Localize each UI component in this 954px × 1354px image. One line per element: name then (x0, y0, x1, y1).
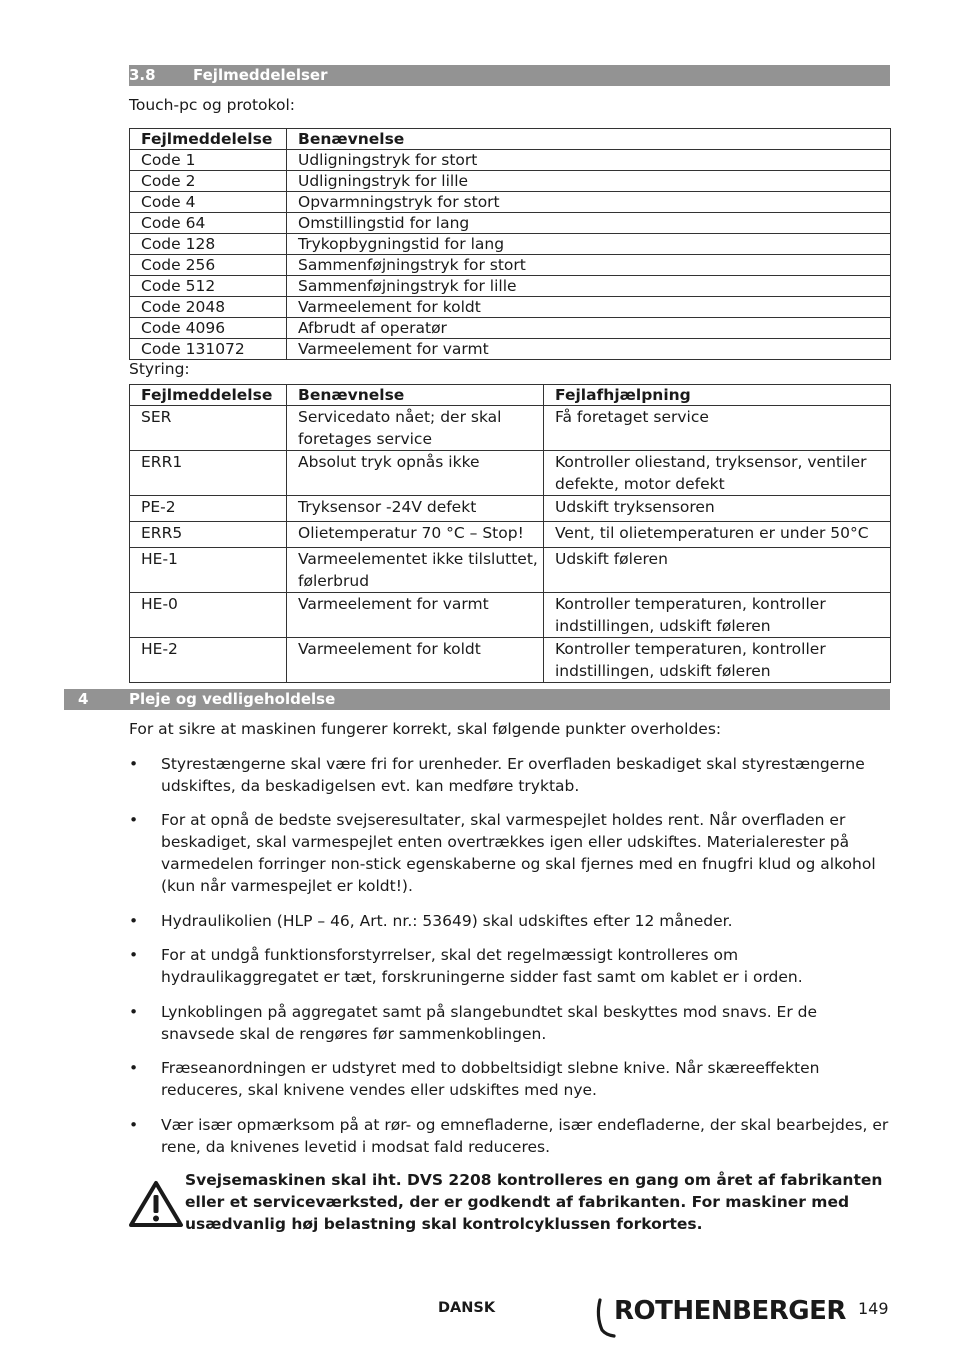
list-item-text: For at undgå funktionsforstyrrelser, skal det regelmæssigt kontrolleres om hydraulikaggregatet er tæt, forskruningerne sidder fast samt om kablet er i orden. (161, 946, 803, 986)
error-remedy: Kontroller oliestand, tryksensor, ventiler defekte, motor defekt (544, 451, 891, 496)
error-description: Sammenføjningstryk for lille (287, 276, 891, 297)
page-number: 149 (858, 1299, 889, 1318)
care-intro: For at sikre at maskinen fungerer korrekt, skal følgende punkter overholdes: (129, 720, 722, 738)
error-code: HE-1 (130, 548, 287, 593)
error-description: Udligningstryk for lille (287, 171, 891, 192)
bullet-marker: • (129, 811, 139, 829)
error-description: Afbrudt af operatør (287, 318, 891, 339)
error-remedy: Udskift tryksensoren (544, 496, 891, 522)
error-code: Code 512 (130, 276, 287, 297)
table-row (130, 638, 891, 683)
error-code: ERR5 (130, 522, 287, 548)
list-item-text: Lynkoblingen på aggregatet samt på slangebundtet skal beskyttes mod snavs. Er de snavsede skal de rengøres før sammenkoblingen. (161, 1003, 818, 1043)
bullet-marker: • (129, 1059, 139, 1077)
table-row (130, 451, 891, 496)
error-code: Code 131072 (130, 339, 287, 360)
table-row (130, 192, 891, 213)
error-description: Servicedato nået; der skal foretages service (287, 406, 544, 451)
error-description: Varmeelement for varmt (287, 593, 544, 638)
table-row (130, 339, 891, 360)
list-item-text: Fræseanordningen er udstyret med to dobbeltsidigt slebne knive. Når skæreeffekten reduceres, skal knivene vendes eller udskiftes med nye. (161, 1059, 820, 1099)
error-description: Varmeelementet ikke tilsluttet, følerbrud (287, 548, 544, 593)
table-row (130, 318, 891, 339)
table-row (130, 593, 891, 638)
list-item-text: Styrestængerne skal være fri for urenheder. Er overfladen beskadiget skal styrestængerne udskiftes, da beskadigelsen evt. kan medføre tryktab. (161, 755, 865, 795)
list-item-text: Vær især opmærksom på at rør- og emnefladerne, især endefladerne, der skal bearbejdes, er rene, da knivenes levetid i modsat fald reduceres. (161, 1116, 889, 1156)
column-header: Fejlmeddelelse (130, 129, 287, 150)
error-description: Varmeelement for varmt (287, 339, 891, 360)
column-header: Fejlmeddelelse (130, 385, 287, 406)
bullet-marker: • (129, 1003, 139, 1021)
error-remedy: Få foretaget service (544, 406, 891, 451)
table-row (130, 276, 891, 297)
table-row (130, 234, 891, 255)
error-description: Absolut tryk opnås ikke (287, 451, 544, 496)
brand-logo (594, 1294, 846, 1338)
error-code: Code 2 (130, 171, 287, 192)
error-code: PE-2 (130, 496, 287, 522)
error-description: Trykopbygningstid for lang (287, 234, 891, 255)
brand-wordmark: ROTHENBERGER (614, 1296, 846, 1326)
controller-error-table (129, 384, 891, 683)
table-row (130, 213, 891, 234)
error-description: Udligningstryk for stort (287, 150, 891, 171)
error-code: Code 256 (130, 255, 287, 276)
warning-triangle-icon (128, 1180, 184, 1228)
list-item-text: For at opnå de bedste svejseresultater, skal varmespejlet holdes rent. Når overfladen er beskadiget, skal varmespejlet enten overtrækkes igen eller udskiftes. Materialerester på varmedelen forringer non-stick egenskaberne og skal fjernes med en fnugfri klud og alkohol (kun når varmespejlet er koldt!). (161, 811, 876, 895)
column-header: Benævnelse (287, 129, 891, 150)
bullet-marker: • (129, 912, 139, 930)
error-remedy: Kontroller temperaturen, kontroller indstillingen, udskift føleren (544, 593, 891, 638)
column-header: Benævnelse (287, 385, 544, 406)
table-row (130, 297, 891, 318)
table-row (130, 150, 891, 171)
bullet-marker: • (129, 946, 139, 964)
warning-text: Svejsemaskinen skal iht. DVS 2208 kontrolleres en gang om året af fabrikanten eller et serviceværksted, der er godkendt af fabrikanten. For maskiner med usædvanlig høj belastning skal kontrolcyklussen forkortes. (185, 1171, 883, 1233)
error-code: Code 4096 (130, 318, 287, 339)
error-code: ERR1 (130, 451, 287, 496)
touch-pc-intro: Touch-pc og protokol: (129, 96, 295, 114)
error-code: Code 128 (130, 234, 287, 255)
styring-intro: Styring: (129, 360, 190, 378)
section-header-4 (64, 689, 890, 710)
table-row (130, 548, 891, 593)
error-code: Code 2048 (130, 297, 287, 318)
error-description: Varmeelement for koldt (287, 297, 891, 318)
section-title: Fejlmeddelelser (193, 66, 328, 84)
error-code: Code 4 (130, 192, 287, 213)
error-description: Omstillingstid for lang (287, 213, 891, 234)
table-row (130, 255, 891, 276)
error-remedy: Udskift føleren (544, 548, 891, 593)
error-remedy: Kontroller temperaturen, kontroller indstillingen, udskift føleren (544, 638, 891, 683)
error-remedy: Vent, til olietemperaturen er under 50°C (544, 522, 891, 548)
error-code: Code 64 (130, 213, 287, 234)
bullet-marker: • (129, 755, 139, 773)
error-code: SER (130, 406, 287, 451)
section-header-3-8 (129, 65, 890, 86)
list-item-text: Hydraulikolien (HLP – 46, Art. nr.: 53649) skal udskiftes efter 12 måneder. (161, 912, 733, 930)
touch-pc-error-table (129, 128, 891, 360)
section-number: 3.8 (129, 66, 156, 84)
error-code: HE-2 (130, 638, 287, 683)
table-header-row (130, 385, 891, 406)
table-row (130, 171, 891, 192)
error-description: Sammenføjningstryk for stort (287, 255, 891, 276)
table-header-row (130, 129, 891, 150)
table-row (130, 496, 891, 522)
error-code: HE-0 (130, 593, 287, 638)
error-description: Opvarmningstryk for stort (287, 192, 891, 213)
error-code: Code 1 (130, 150, 287, 171)
error-description: Tryksensor -24V defekt (287, 496, 544, 522)
error-description: Olietemperatur 70 °C – Stop! (287, 522, 544, 548)
error-description: Varmeelement for koldt (287, 638, 544, 683)
section-title: Pleje og vedligeholdelse (129, 690, 336, 708)
table-row (130, 406, 891, 451)
bullet-marker: • (129, 1116, 139, 1134)
column-header: Fejlafhjælpning (544, 385, 891, 406)
table-row (130, 522, 891, 548)
footer-language: DANSK (438, 1300, 496, 1316)
section-number: 4 (78, 690, 89, 708)
